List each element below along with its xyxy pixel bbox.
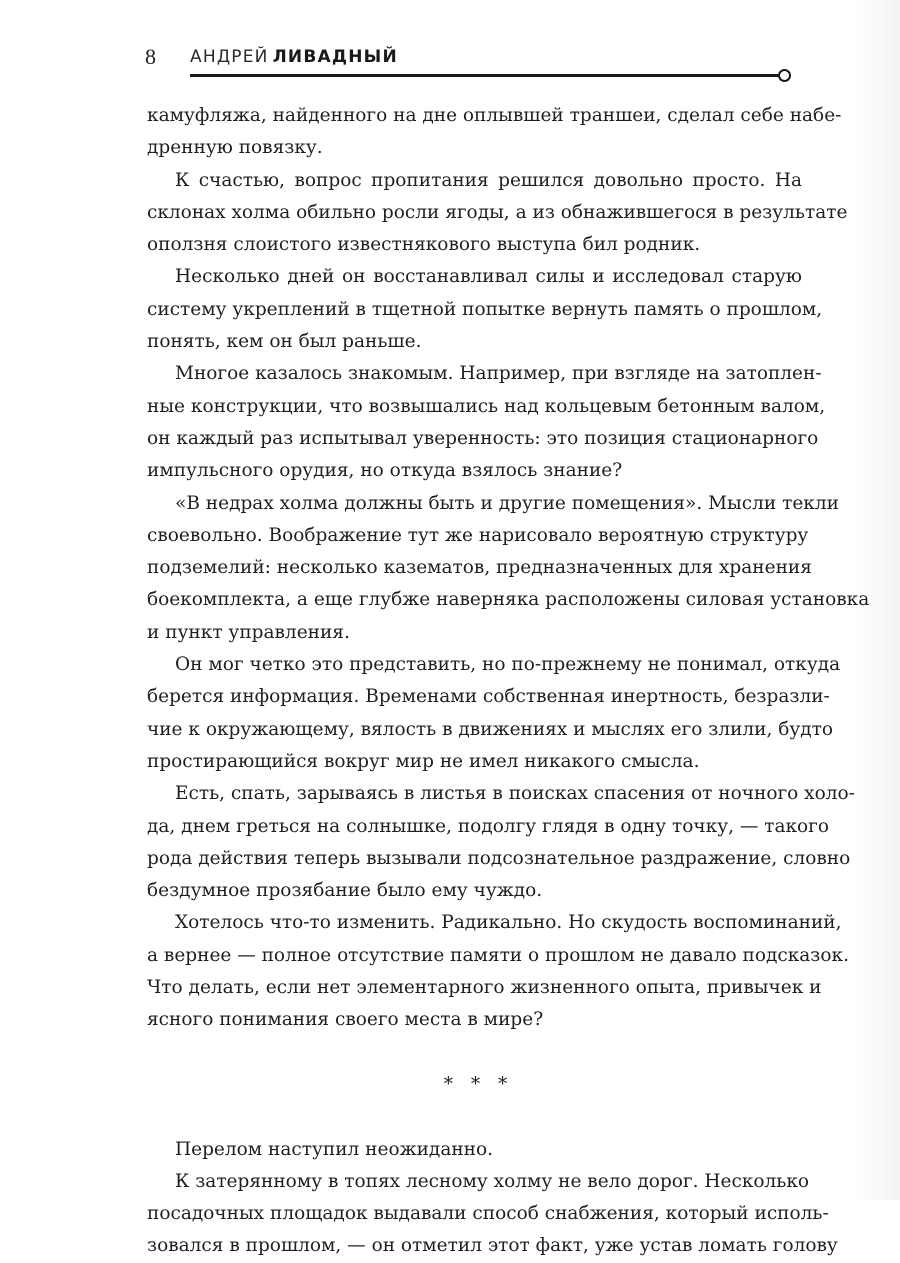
header-rule-end-circle [778, 69, 791, 82]
text-line: «В недрах холма должны быть и другие помещения». Мысли текли [175, 492, 839, 514]
text-line: К затерянному в топях лесному холму не вело дорог. Несколько [175, 1170, 810, 1192]
text-line: понять, кем он был раньше. [147, 331, 422, 353]
section-separator: * * * [443, 1073, 514, 1095]
text-line: оползня слоистого известнякового выступа бил родник. [147, 234, 701, 256]
running-header [145, 43, 800, 95]
text-line: К счастью, вопрос пропитания решился довольно просто. На [175, 169, 802, 191]
text-line: Хотелось что-то изменить. Радикально. Но скудость воспоминаний, [175, 912, 842, 934]
text-line: рода действия теперь вызывали подсознательное раздражение, словно [147, 847, 851, 869]
text-line: посадочных площадок выдавали способ снабжения, который исполь- [147, 1203, 829, 1225]
section-gap [147, 1037, 802, 1069]
text-line: Есть, спать, зарываясь в листья в поисках спасения от ночного холо- [175, 783, 855, 805]
text-line: ясного понимания своего места в мире? [147, 1009, 544, 1031]
text-line: Перелом наступил неожиданно. [175, 1138, 494, 1160]
text-line: он каждый раз испытывал уверенность: это позиция стационарного [147, 427, 819, 449]
text-line: ные конструкции, что возвышались над кольцевым бетонным валом, [147, 395, 826, 417]
author-name [190, 45, 398, 69]
text-line: чие к окружающему, вялость в движениях и мыслях его злили, будто [147, 718, 834, 740]
text-line: подземелий: несколько казематов, предназначенных для хранения [147, 557, 812, 579]
text-line: систему укреплений в тщетной попытке вернуть память о прошлом, [147, 298, 823, 320]
text-line: склонах холма обильно росли ягоды, а из обнажившегося в результате [147, 201, 848, 223]
text-line: Многое казалось знакомым. Например, при взгляде на затоплен- [175, 363, 822, 385]
text-line: импульсного орудия, но откуда взялось знание? [147, 460, 623, 482]
text-line: Несколько дней он восстанавливал силы и исследовал старую [175, 266, 802, 288]
text-line: да, днем греться на солнышке, подолгу глядя в одну точку, — такого [147, 815, 830, 837]
header-rule [190, 74, 780, 77]
author-last-name: ЛИВАДНЫЙ [272, 47, 398, 67]
text-line: а вернее — полное отсутствие памяти о прошлом не давало подсказок. [147, 944, 849, 966]
text-line: камуфляжа, найденного на дне оплывшей траншеи, сделал себе набе- [147, 105, 842, 126]
text-line: берется информация. Временами собственная инертность, безразли- [147, 686, 830, 708]
text-line: и пункт управления. [147, 621, 350, 643]
author-first-name: АНДРЕЙ [190, 47, 269, 67]
text-line: Он мог четко это представить, но по-прежнему не понимал, откуда [175, 654, 841, 676]
text-line: своевольно. Воображение тут же нарисовало вероятную структуру [147, 524, 809, 546]
text-line: боекомплекта, а еще глубже наверняка расположены силовая установка [147, 589, 870, 611]
text-line: Что делать, если нет элементарного жизненного опыта, привычек и [147, 977, 822, 999]
text-line: зовался в прошлом, — он отметил этот факт, уже устав ломать голову [147, 1235, 838, 1257]
body-text [147, 100, 870, 1263]
section-gap [147, 1101, 802, 1133]
page-number: 8 [145, 44, 156, 69]
text-line: бездумное прозябание было ему чуждо. [147, 880, 543, 902]
text-line: дренную повязку. [147, 137, 323, 159]
text-line: простирающийся вокруг мир не имел никакого смысла. [147, 750, 700, 772]
